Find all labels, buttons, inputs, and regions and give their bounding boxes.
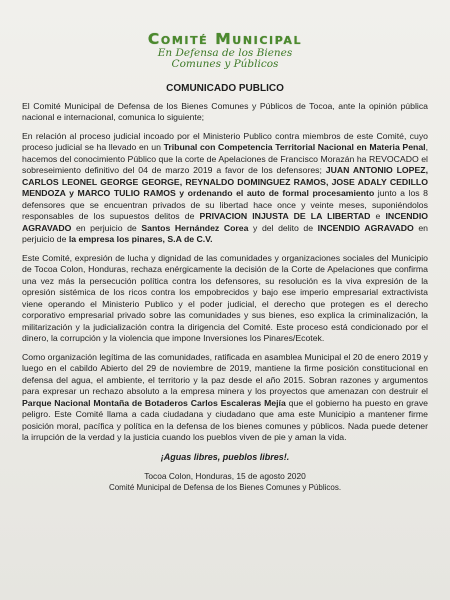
text-run: y del delito de [248,222,318,233]
text-run: que el gobierno ha puesto en grave peligro. Este Comité llama a cada ciudadana y ciudadano que ama este Municipio a mantener firme posición moral, pacífica y política en la defensa de los bienes comunes y públicos. Nada puede detener la irrupción de la verdad y la justicia cuando los pueblos viven de pie y aman la vida. [22,397,429,442]
logo-title: Comité Municipal [147,30,303,48]
bold-victim-name: Santos Hernández Corea [141,222,249,233]
bold-charge-arson-2: INCENDIO AGRAVADO [317,222,414,233]
text-run: en perjuicio de [22,222,429,244]
text-run: , hacemos del conocimiento Público que la corte de Apelaciones de Francisco Morazán ha REVOCADO el sobreseimiento definitivo del 04 de marzo 2019 a favor de los defensores; [22,142,429,175]
logo-subtitle-line1: En Defensa de los Bienes [157,46,293,59]
bold-charge-arson: INCENDIO AGRAVADO [22,211,428,233]
text-run: junto a los 8 defensores que se encuentran privados de su libertad hace once y veinte meses, suponiéndolos responsables de los supuestos delitos de [22,188,428,221]
paragraph-intro: El Comité Municipal de Defensa de los Bienes Comunes y Públicos de Tocoa, ante la opinión pública nacional e internacional, comunica lo siguiente; [22,100,428,122]
text-run: en perjuicio de [71,222,142,233]
bold-national-park: Parque Nacional Montaña de Botaderos Carlos Escaleras Mejía [22,397,286,408]
paragraph-organization [22,352,428,444]
text-run: En relación al proceso judicial incoado por el Ministerio Publico contra miembros de este Comité, cuyo proceso judicial se ha llevado en un [22,130,428,152]
bold-tribunal: Tribunal con Competencia Territorial Nacional en Materia Penal [163,142,426,152]
logo-subtitle-line2: Comunes y Públicos [171,57,279,70]
text-run: Como organización legítima de las comunidades, ratificada en asamblea Municipal el 20 de enero 2019 y luego en el cabildo Abierto del 29 de noviembre de 2019, mantiene la firme posición constitucional en defensa del agua, el ambiente, el territorio y la paz desde el año 2015. Sobran razones y argumentos para expresar un rechazo absoluto a la empresa minera y los proyectos que amenazan con destruir el [22,351,428,396]
committee-logo [22,32,428,70]
paragraph-judicial-process [22,131,428,246]
closing-slogan: ¡Aguas libres, pueblos libres!. [160,451,290,462]
document-heading: COMUNICADO PUBLICO [166,82,284,94]
text-run: e [370,211,386,221]
bold-charge-privation: PRIVACION INJUSTA DE LA LIBERTAD [199,211,371,221]
place-date: Tocoa Colon, Honduras, 15 de agosto 2020 [144,470,306,481]
bold-defenders-names: JUAN ANTONIO LOPEZ, CARLOS LEONEL GEORGE GEORGE, REYNALDO DOMINGUEZ RAMOS, JOSE ADALY CEDILLO MENDOZA y MARCO TULIO RAMOS y ordenando el auto de formal procesamiento [22,165,428,198]
bold-company-name: la empresa los pinares, S.A de C.V. [68,234,213,244]
paragraph-rejection: Este Comité, expresión de lucha y dignidad de las comunidades y organizaciones sociales del Municipio de Tocoa Colon, Honduras, rechaza enérgicamente la decisión de la Corte de Apelaciones que confirma una vez más la persecución política contra los defensores, su resolución es la viva expresión de la opresión sistémica de los ricos contra los empobrecidos y bajo ese imperio empresarial extractivista viene operando el Ministerio Publico y el poder judicial, el derecho que protegen es el derecho corporativo empresarial privado sobre las comunidades y sus bienes, eso explica la criminalización, la militarización y la judicialización contra la dirigencia del Comité. Este proceso está condicionado por el dinero, la corrupción y la violencia que impone Inversiones los Pinares/Ecotek. [22,252,428,343]
signature-organization: Comité Municipal de Defensa de los Bienes Comunes y Públicos. [108,482,342,492]
